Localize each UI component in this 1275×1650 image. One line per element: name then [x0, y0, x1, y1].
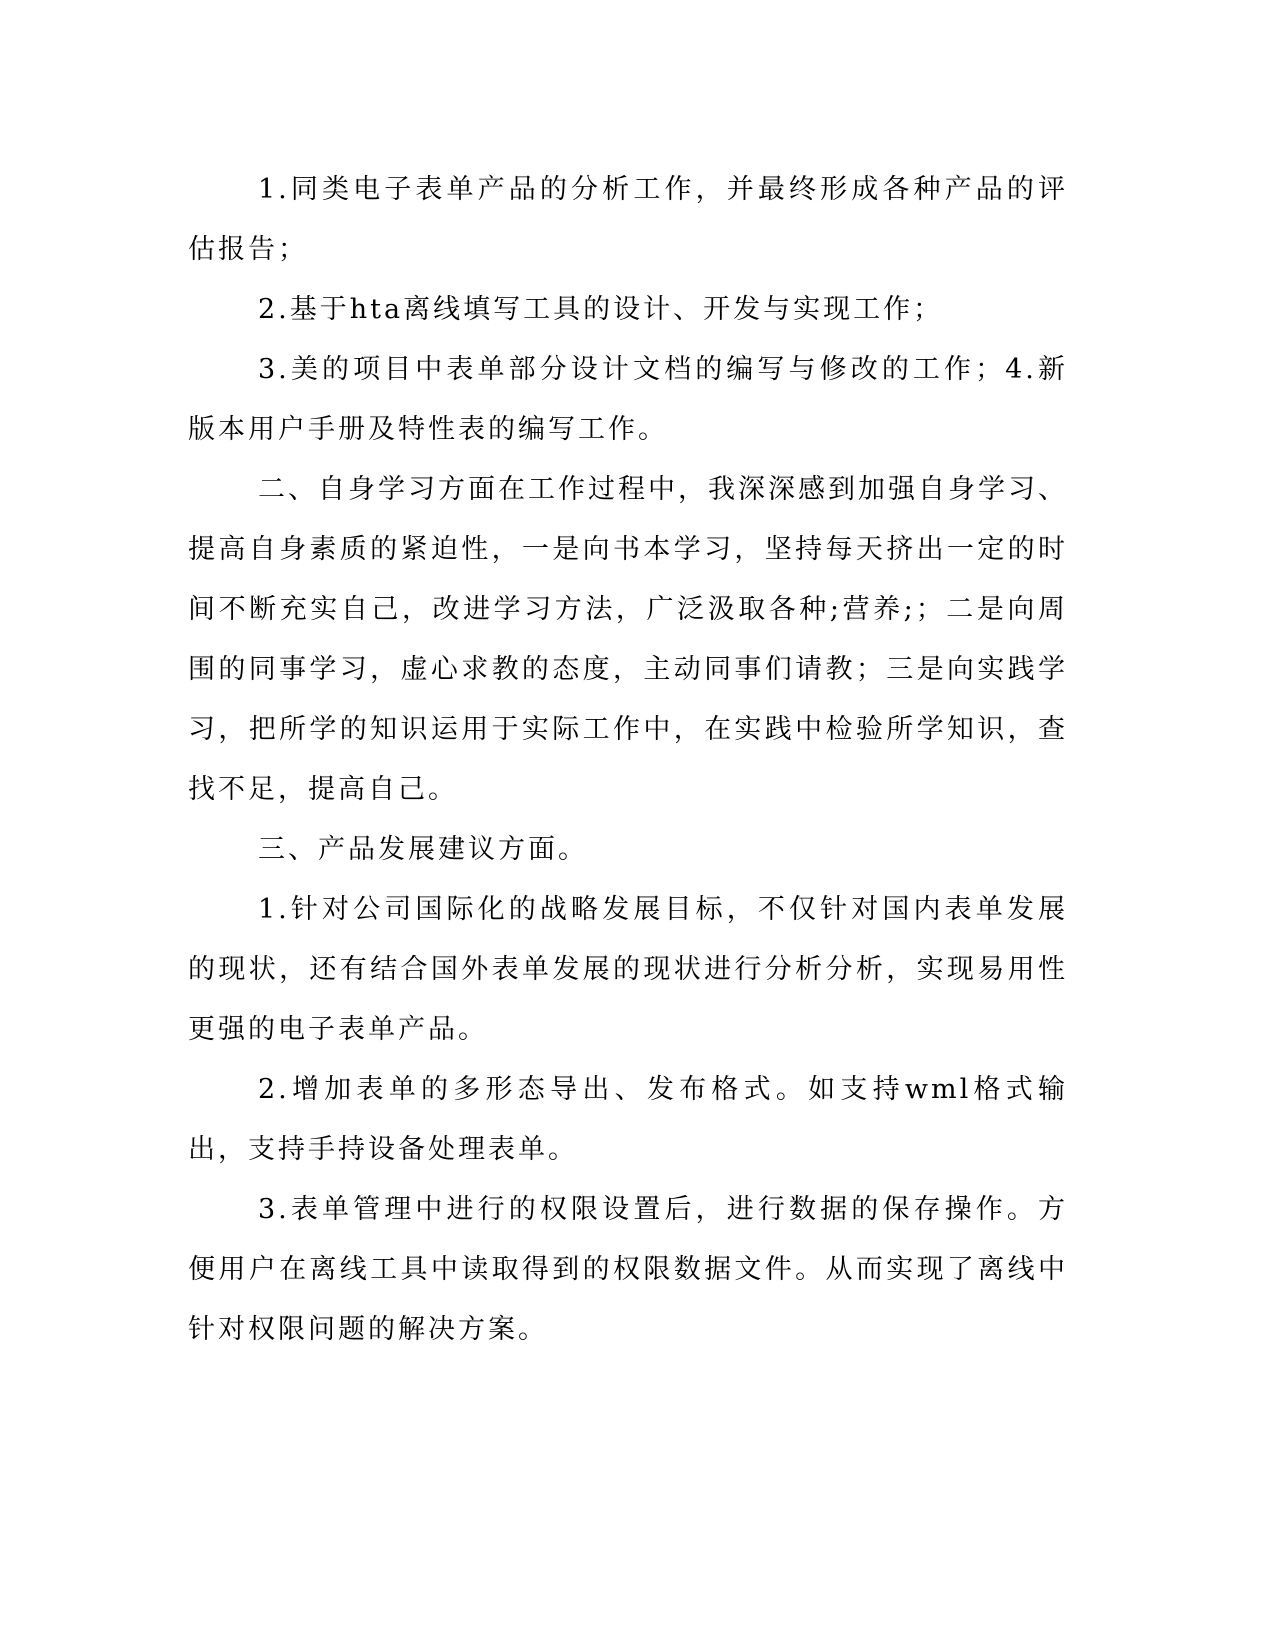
- paragraph-permission-settings: 3.表单管理中进行的权限设置后，进行数据的保存操作。方便用户在离线工具中读取得到的权限数据文件。从而实现了离线中针对权限问题的解决方案。: [188, 1194, 1068, 1345]
- document-body: [188, 160, 1068, 1360]
- paragraph-self-study: 二、自身学习方面在工作过程中，我深深感到加强自身学习、提高自身素质的紧迫性，一是向书本学习，坚持每天挤出一定的时间不断充实自己，改进学习方法，广泛汲取各种;营养;；二是向周围的同事学习，虚心求教的态度，主动同事们请教；三是向实践学习，把所学的知识运用于实际工作中，在实践中检验所学知识，查找不足，提高自己。: [188, 474, 1068, 805]
- paragraph-export-formats: 2.增加表单的多形态导出、发布格式。如支持wml格式输出，支持手持设备处理表单。: [188, 1074, 1068, 1165]
- paragraph-design-docs: 3.美的项目中表单部分设计文档的编写与修改的工作；4.新版本用户手册及特性表的编写工作。: [188, 354, 1068, 445]
- paragraph-hta-tool: 2.基于hta离线填写工具的设计、开发与实现工作；: [258, 294, 944, 325]
- paragraph-analysis-work: 1.同类电子表单产品的分析工作，并最终形成各种产品的评估报告；: [188, 174, 1068, 265]
- section-heading-product-suggestions: 三、产品发展建议方面。: [258, 834, 588, 865]
- paragraph-internationalization: 1.针对公司国际化的战略发展目标，不仅针对国内表单发展的现状，还有结合国外表单发展的现状进行分析分析，实现易用性更强的电子表单产品。: [188, 894, 1068, 1045]
